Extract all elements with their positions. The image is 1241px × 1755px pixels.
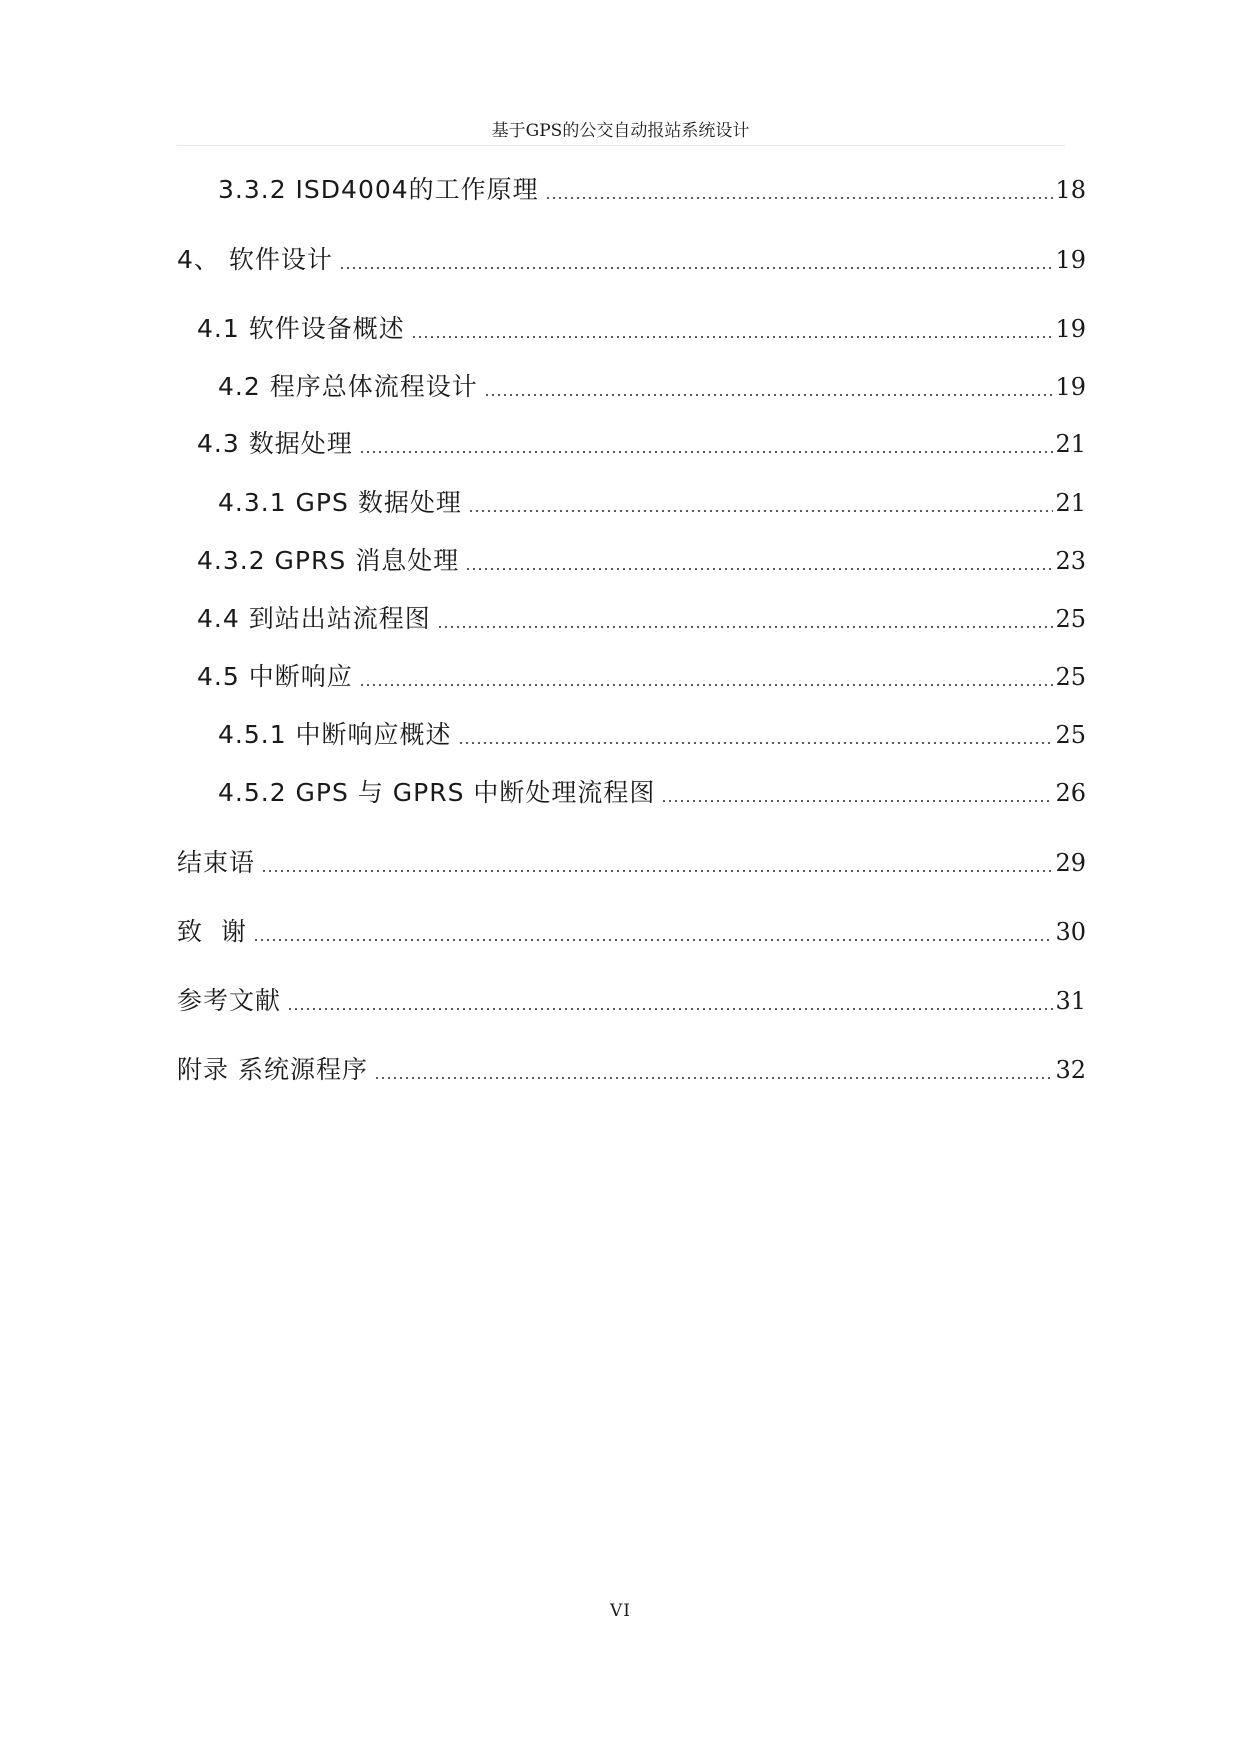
- dot-leader: [468, 510, 1054, 512]
- dot-leader: [359, 684, 1054, 686]
- toc-entry-label: 4.5 中断响应: [197, 662, 353, 691]
- toc-entry-page: 26: [1055, 779, 1086, 807]
- dot-leader: [458, 742, 1054, 744]
- toc-entry-label: 4.3.1 GPS 数据处理: [218, 488, 462, 517]
- dot-leader: [287, 1008, 1053, 1010]
- dot-leader: [261, 870, 1053, 872]
- toc-entry-page: 21: [1055, 489, 1086, 517]
- toc-entry-page: 25: [1055, 605, 1086, 633]
- toc-entry-page: 32: [1055, 1056, 1086, 1084]
- toc-entry-label: 结束语: [177, 848, 256, 877]
- toc-entry-label: 参考文献: [177, 986, 282, 1015]
- toc-entry-label: 4.3 数据处理: [197, 429, 353, 458]
- toc-entry-acknowledgements[interactable]: [177, 914, 1086, 950]
- toc-entry-4-2[interactable]: [218, 369, 1086, 405]
- toc-entry-label: 3.3.2 ISD4004的工作原理: [218, 175, 539, 204]
- toc-entry-conclusion[interactable]: [177, 845, 1086, 881]
- toc-entry-label: 4.2 程序总体流程设计: [218, 372, 478, 401]
- toc-entry-4-3[interactable]: [197, 426, 1086, 462]
- toc-entry-appendix[interactable]: [177, 1052, 1086, 1088]
- dot-leader: [465, 568, 1053, 570]
- toc-entry-4-4[interactable]: [197, 601, 1086, 637]
- toc-entry-page: 19: [1055, 373, 1086, 401]
- toc-entry-4-3-2[interactable]: [197, 543, 1086, 579]
- toc-entry-page: 21: [1055, 430, 1086, 458]
- toc-entry-page: 29: [1055, 849, 1086, 877]
- dot-leader: [437, 626, 1054, 628]
- toc-entry-references[interactable]: [177, 983, 1086, 1019]
- toc-entry-page: 31: [1055, 987, 1086, 1015]
- toc-entry-label: 4.1 软件设备概述: [197, 314, 405, 343]
- dot-leader: [339, 267, 1054, 269]
- toc-entry-label: 4.3.2 GPRS 消息处理: [197, 546, 460, 575]
- toc-entry-page: 25: [1055, 721, 1086, 749]
- toc-entry-label: 致 谢: [177, 917, 247, 946]
- toc-entry-4-1[interactable]: [197, 311, 1086, 347]
- toc-entry-page: 18: [1055, 176, 1086, 204]
- toc-entry-4-5-2[interactable]: [218, 775, 1086, 811]
- toc-entry-page: 23: [1055, 547, 1086, 575]
- toc-entry-page: 30: [1055, 918, 1086, 946]
- running-header: 基于GPS的公交自动报站系统设计: [491, 121, 750, 141]
- toc-entry-4-3-1[interactable]: [218, 485, 1086, 521]
- toc-entry-label: 附录 系统源程序: [177, 1055, 368, 1084]
- dot-leader: [411, 336, 1054, 338]
- toc-entry-4-5-1[interactable]: [218, 717, 1086, 753]
- dot-leader: [484, 394, 1054, 396]
- toc-entry-page: 19: [1055, 246, 1086, 274]
- dot-leader: [253, 939, 1054, 941]
- toc-entry-3-3-2[interactable]: [218, 172, 1086, 208]
- dot-leader: [661, 800, 1053, 802]
- toc-entry-page: 19: [1055, 315, 1086, 343]
- toc-entry-label: 4.5.1 中断响应概述: [218, 720, 452, 749]
- toc-entry-4-5[interactable]: [197, 659, 1086, 695]
- page-number: VI: [610, 1601, 631, 1621]
- dot-leader: [374, 1077, 1054, 1079]
- toc-entry-label: 4.4 到站出站流程图: [197, 604, 431, 633]
- toc-entry-label: 4.5.2 GPS 与 GPRS 中断处理流程图: [218, 778, 656, 807]
- toc-entry-label: 4、 软件设计: [177, 245, 333, 274]
- toc-entry-4[interactable]: [177, 242, 1086, 278]
- toc-entry-page: 25: [1055, 663, 1086, 691]
- dot-leader: [545, 197, 1054, 199]
- dot-leader: [359, 451, 1054, 453]
